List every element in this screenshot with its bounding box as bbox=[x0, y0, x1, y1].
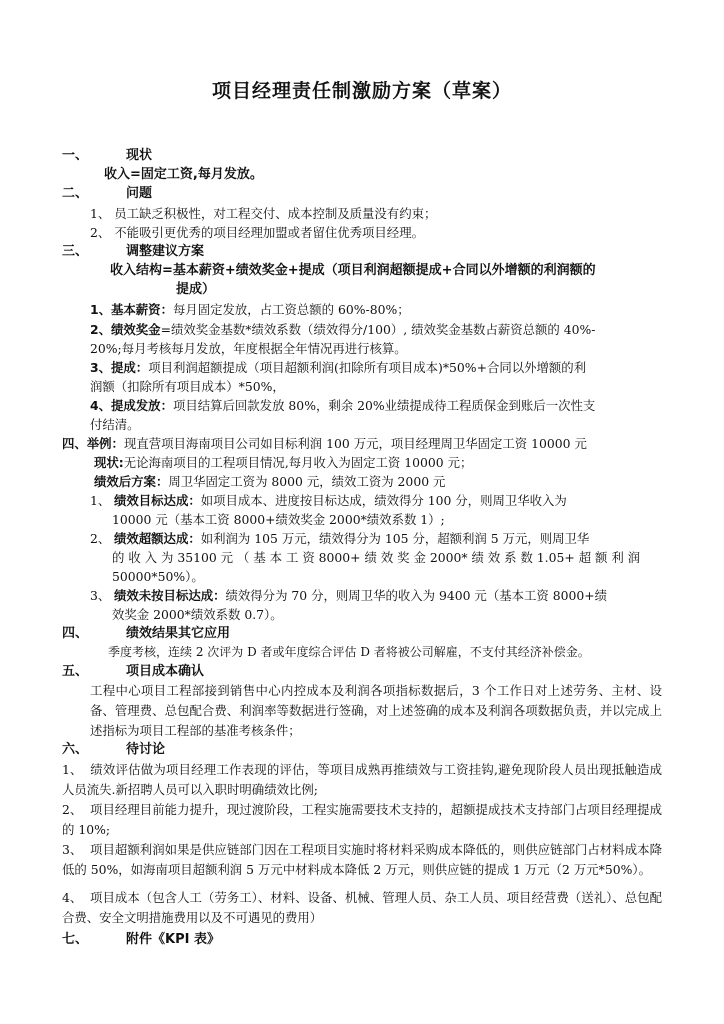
section-number: 五、 bbox=[62, 664, 89, 679]
case-2-cont: 的 收 入 为 35100 元 （ 基 本 工 资 8000+ 绩 效 奖 金 2000* 绩 效 系 数 1.05+ 超 额 利 润 bbox=[112, 550, 641, 565]
proposal-item-1 bbox=[90, 300, 410, 319]
discussion-item-4 bbox=[62, 888, 662, 928]
item-text: 项目经理目前能力提升，现过渡阶段，工程实施需要技术支持的，超额提成技术支持部门占项目经理提成的 10%; bbox=[62, 802, 662, 837]
case-label: 绩效超额达成： bbox=[114, 531, 201, 546]
section-title: 举例： bbox=[86, 436, 124, 451]
section-number: 三、 bbox=[62, 244, 89, 259]
section-title: 绩效结果其它应用 bbox=[126, 626, 231, 641]
case-1 bbox=[90, 491, 567, 510]
section-title: 项目成本确认 bbox=[126, 664, 205, 679]
section-number: 二、 bbox=[62, 186, 89, 201]
section-current bbox=[62, 146, 152, 165]
case-text: 绩效得分为 70 分，则周卫华的收入为 9400 元（基本工资 8000+绩 bbox=[225, 588, 608, 603]
item-text: 周卫华固定工资为 8000 元，绩效工资为 2000 元 bbox=[168, 474, 446, 489]
item-label: 4、提成发放： bbox=[90, 398, 173, 413]
discussion-item-2 bbox=[62, 800, 662, 840]
section-other-uses bbox=[62, 624, 230, 643]
section-title: 问题 bbox=[126, 186, 153, 201]
section-number: 一、 bbox=[62, 148, 89, 163]
item-text: =绩效奖金基数*绩效系数（绩效得分/100）, 绩效奖金基数占薪资总额的 40%- bbox=[160, 322, 596, 337]
case-2-cont2: 50000*50%）。 bbox=[112, 569, 204, 584]
item-label: 绩效后方案： bbox=[94, 474, 169, 489]
section-example bbox=[62, 434, 587, 453]
item-text: 项目超额利润如果是供应链部门因在工程项目实施时将材料采购成本降低的，则供应链部门占材料成本降低的 50%，如海南项目超额利润 5 万元中材料成本降低 2 万元，则供应链的提成 1 万元（2 万元*50%）。 bbox=[62, 842, 662, 877]
current-income-line: 收入=固定工资,每月发放。 bbox=[104, 167, 263, 182]
proposal-item-3 bbox=[90, 358, 586, 377]
item-number: 4、 bbox=[62, 890, 83, 905]
item-label: 1、基本薪资： bbox=[90, 302, 173, 317]
proposal-item-2-cont: 20%;每月考核每月发放，年度根据全年情况再进行核算。 bbox=[90, 341, 407, 356]
section-cost-confirmation bbox=[62, 662, 204, 681]
section-number: 四、 bbox=[62, 626, 89, 641]
section-title: 待讨论 bbox=[126, 742, 166, 757]
case-number: 1、 bbox=[90, 493, 111, 508]
case-text: 如利润为 105 万元，绩效得分为 105 分，超额利润 5 万元，则周卫华 bbox=[200, 531, 590, 546]
cost-confirmation-text: 工程中心项目工程部接到销售中心内控成本及利润各项指标数据后，3 个工作日对上述劳务、主材、设备、管理费、总包配合费、利润率等数据进行签确，对上述签确的成本及利润各项数据负责，并以完成上述指标为项目工程部的基准考核条件； bbox=[90, 683, 662, 738]
discussion-item-1 bbox=[62, 760, 662, 800]
section-proposal bbox=[62, 242, 204, 261]
example-status bbox=[94, 453, 472, 472]
proposal-item-3-cont: 润额（扣除所有项目成本）*50%， bbox=[90, 379, 285, 394]
section-number: 六、 bbox=[62, 742, 89, 757]
item-text: 绩效评估做为项目经理工作表现的评估，等项目成熟再推绩效与工资挂钩,避免现阶段人员出现抵触造成人员流失.新招聘人员可以入职时明确绩效比例; bbox=[62, 762, 662, 797]
section-discussion bbox=[62, 740, 165, 759]
item-number: 2、 bbox=[62, 802, 83, 817]
item-text: 无论海南项目的工程项目情况,每月收入为固定工资 10000 元； bbox=[123, 455, 473, 470]
section-attachment bbox=[62, 930, 220, 949]
case-label: 绩效目标达成： bbox=[114, 493, 201, 508]
section-number: 七、 bbox=[62, 932, 89, 947]
section-title: 现状 bbox=[126, 148, 153, 163]
section-number: 四、 bbox=[62, 436, 87, 451]
case-label: 绩效未按目标达成： bbox=[114, 588, 226, 603]
case-text: 如项目成本、进度按目标达成，绩效得分 100 分，则周卫华收入为 bbox=[200, 493, 567, 508]
problem-item-2: 2、 不能吸引更优秀的项目经理加盟或者留住优秀项目经理。 bbox=[90, 225, 424, 240]
income-structure-line-2: 提成） bbox=[176, 282, 216, 297]
problem-item-1: 1、 员工缺乏积极性，对工程交付、成本控制及质量没有约束； bbox=[90, 206, 437, 221]
example-after bbox=[94, 472, 445, 491]
case-3-cont: 效奖金 2000*绩效系数 0.7）。 bbox=[112, 607, 283, 622]
case-3 bbox=[90, 586, 607, 605]
case-2 bbox=[90, 529, 589, 548]
item-label: 3、提成： bbox=[90, 360, 149, 375]
section-title: 调整建议方案 bbox=[126, 244, 205, 259]
item-text: 每月固定发放，占工资总额的 60%-80%； bbox=[172, 302, 410, 317]
item-number: 1、 bbox=[62, 762, 83, 777]
other-uses-text: 季度考核，连续 2 次评为 D 者或年度综合评估 D 者将被公司解雇，不支付其经济补偿金。 bbox=[108, 645, 590, 659]
case-1-cont: 10000 元（基本工资 8000+绩效奖金 2000*绩效系数 1）; bbox=[112, 512, 445, 527]
item-text: 项目利润超额提成（项目超额利润(扣除所有项目成本)*50%+合同以外增额的利 bbox=[148, 360, 587, 375]
proposal-item-4 bbox=[90, 396, 595, 415]
case-number: 3、 bbox=[90, 588, 111, 603]
item-text: 项目结算后回款发放 80%，剩余 20%业绩提成待工程质保金到账后一次性支 bbox=[172, 398, 596, 413]
document-title: 项目经理责任制激励方案（草案） bbox=[211, 80, 512, 102]
section-title: 附件《KPI 表》 bbox=[126, 932, 220, 947]
discussion-item-3 bbox=[62, 840, 662, 880]
item-number: 3、 bbox=[62, 842, 83, 857]
section-problems bbox=[62, 184, 152, 203]
item-label: 2、绩效奖金 bbox=[90, 322, 161, 337]
item-label: 现状: bbox=[94, 455, 124, 470]
case-number: 2、 bbox=[90, 531, 111, 546]
proposal-item-2 bbox=[90, 320, 595, 339]
example-text: 现直营项目海南项目公司如目标利润 100 万元，项目经理周卫华固定工资 10000 元 bbox=[123, 436, 587, 451]
item-text: 项目成本（包含人工（劳务工）、材料、设备、机械、管理人员、杂工人员、项目经营费（送礼）、总包配合费、安全文明措施费用以及不可遇见的费用） bbox=[62, 890, 662, 925]
proposal-item-4-cont: 付结清。 bbox=[90, 417, 140, 432]
income-structure-line-1: 收入结构=基本薪资+绩效奖金+提成（项目利润超额提成+合同以外增额的利润额的 bbox=[110, 263, 596, 278]
